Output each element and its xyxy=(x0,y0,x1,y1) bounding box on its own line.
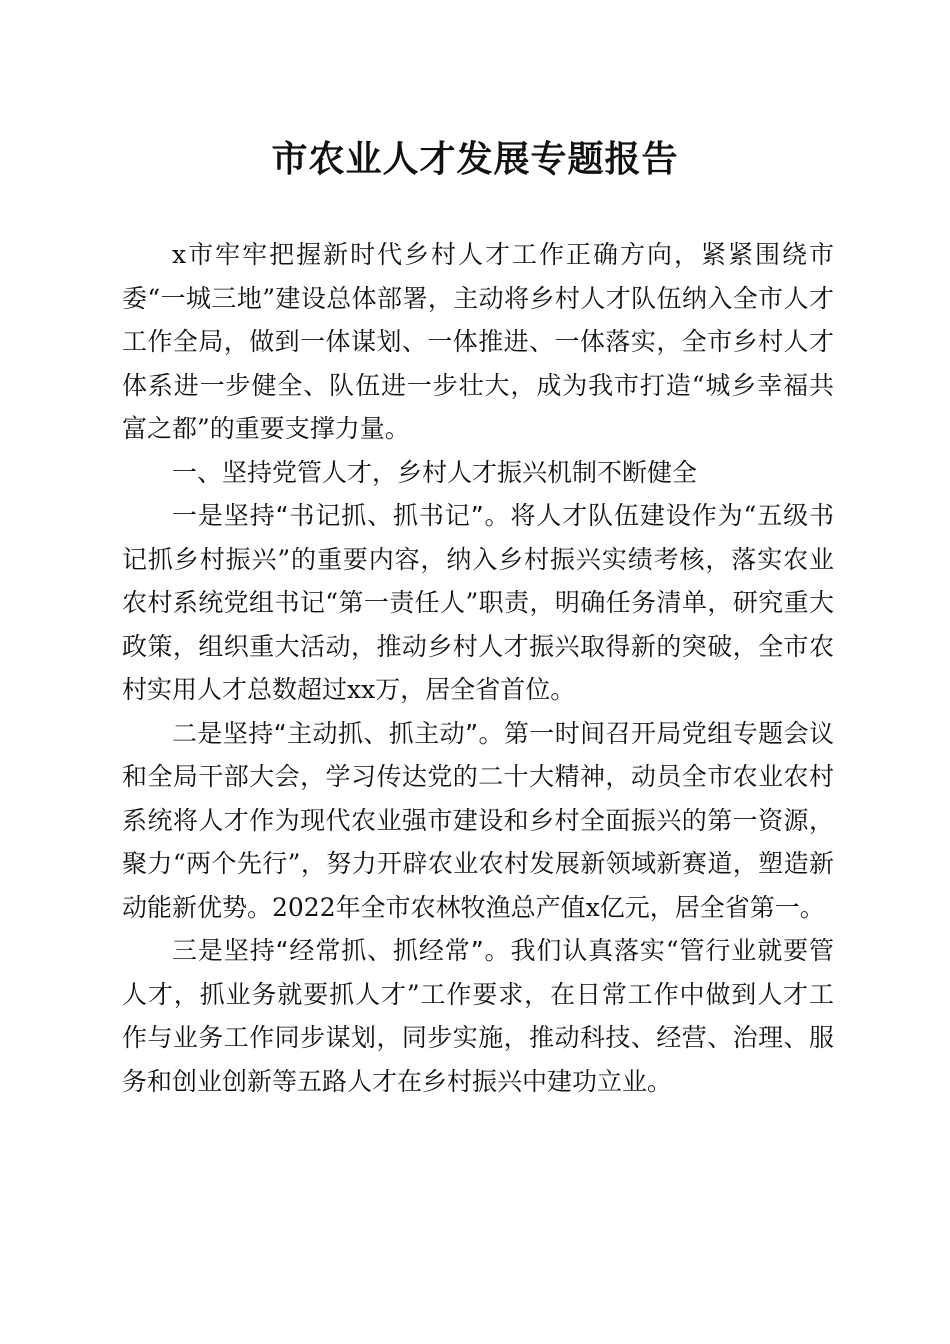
paragraph-3-text: 我们认真落实“管行业就要管人才，抓业务就要抓人才”工作要求，在日常工作中做到人才工作与业务工作同步谋划，同步实施，推动科技、经营、治理、服务和创业创新等五路人才在乡村振兴中建功立业。 xyxy=(122,936,834,1096)
paragraph-1-lead: 一是坚持“书记抓、抓书记”。 xyxy=(172,501,511,530)
paragraph-2 xyxy=(122,712,834,930)
document-body xyxy=(122,233,834,1103)
paragraph-1 xyxy=(122,494,834,712)
paragraph-3-lead: 三是坚持“经常抓、抓经常”。 xyxy=(172,936,511,965)
paragraph-2-lead: 二是坚持“主动抓、抓主动”。 xyxy=(172,718,504,748)
paragraph-2-text: 第一时间召开局党组专题会议和全局干部大会，学习传达党的二十大精神，动员全市农业农村系统将人才作为现代农业强市建设和乡村全面振兴的第一资源，聚力“两个先行”，努力开辟农业农村发展新领域新赛道，塑造新动能新优势。2022年全市农林牧渔总产值x亿元，居全省第一。 xyxy=(122,718,834,922)
paragraph-1-text: 将人才队伍建设作为“五级书记抓乡村振兴”的重要内容，纳入乡村振兴实绩考核，落实农业农村系统党组书记“第一责任人”职责，明确任务清单，研究重大政策，组织重大活动，推动乡村人才振兴取得新的突破，全市农村实用人才总数超过xx万，居全省首位。 xyxy=(122,501,834,704)
paragraph-3 xyxy=(122,929,834,1103)
intro-paragraph: x市牢牢把握新时代乡村人才工作正确方向，紧紧围绕市委“一城三地”建设总体部署，主动将乡村人才队伍纳入全市人才工作全局，做到一体谋划、一体推进、一体落实，全市乡村人才体系进一步健全、队伍进一步壮大，成为我市打造“城乡幸福共富之都”的重要支撑力量。 xyxy=(122,240,834,443)
section-heading-1: 一、坚持党管人才，乡村人才振兴机制不断健全 xyxy=(172,457,698,487)
document-title: 市农业人才发展专题报告 xyxy=(271,138,679,180)
